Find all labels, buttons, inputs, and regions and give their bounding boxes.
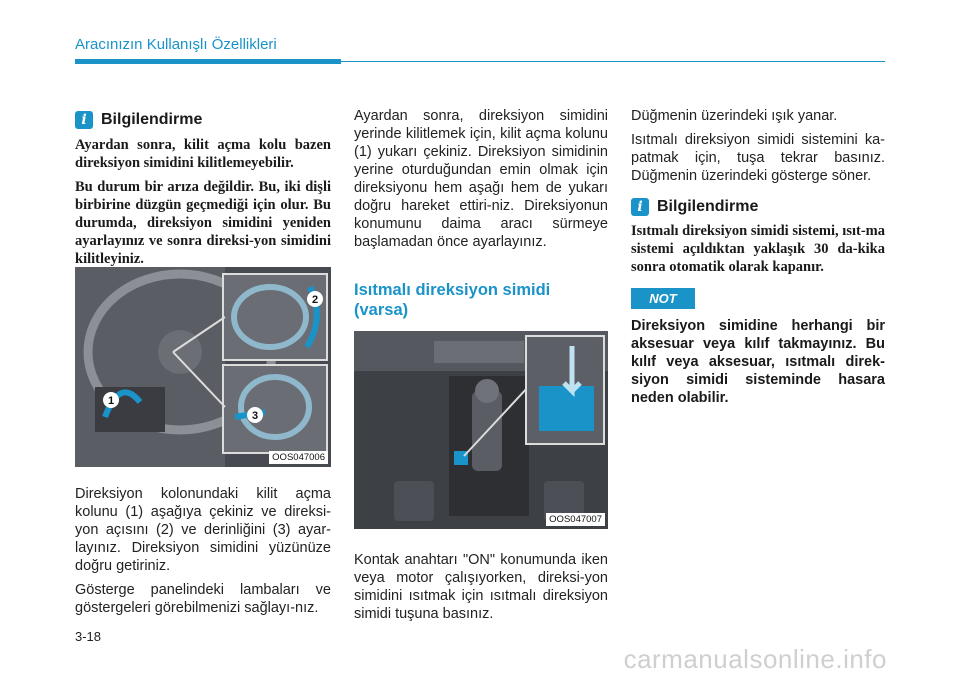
info-icon: i bbox=[631, 198, 649, 216]
note-badge: NOT bbox=[631, 288, 695, 309]
body-paragraph: Kontak anahtarı "ON" konumunda iken veya motor çalışıyorken, direksi-yon simidini ısıtmak için ısıtmalı direksiyon simidi tuşuna basınız. bbox=[354, 552, 608, 622]
info-icon: i bbox=[75, 111, 93, 129]
body-paragraph: Gösterge panelindeki lambaları ve göstergeleri görebilmenizi sağlayı-nız. bbox=[75, 582, 331, 616]
body-paragraph: Direksiyon kolonundaki kilit açma kolunu (1) aşağıya çekiniz ve direksi-yon açısını (2) ve derinliğini (3) ayar-layınız. Direksiyon simidini yüzünüze doğru getiriniz. bbox=[75, 486, 331, 574]
header-bar bbox=[75, 59, 341, 64]
body-paragraph: Isıtmalı direksiyon simidi sistemini ka-patmak için, tuşa tekrar basınız. Düğmenin üzerindeki gösterge söner. bbox=[631, 132, 885, 184]
steering-adjust-illustration bbox=[75, 267, 331, 467]
heated-steering-illustration bbox=[354, 331, 608, 529]
header-line bbox=[341, 61, 885, 62]
info-paragraph: Bu durum bir arıza değildir. Bu, iki dişli birbirine düzgün geçmediği için olur. Bu durumda, direksiyon simidini yeniden ayarlayınız ve sonra direksi-yon simidini kilitleyiniz. bbox=[75, 179, 331, 267]
figure-code: OOS047006 bbox=[269, 451, 328, 464]
info-paragraph: Ayardan sonra, kilit açma kolu bazen direksiyon simidini kilitlemeyebilir. bbox=[75, 137, 331, 171]
figure-code: OOS047007 bbox=[546, 513, 605, 526]
info-heading bbox=[631, 198, 758, 216]
info-heading bbox=[75, 111, 202, 129]
callout-label: 2 bbox=[311, 294, 319, 306]
callout-label: 3 bbox=[251, 410, 259, 422]
heated-steering-figure bbox=[354, 331, 608, 529]
body-paragraph: Düğmenin üzerindeki ışık yanar. bbox=[631, 108, 838, 124]
callout-label: 1 bbox=[107, 395, 115, 407]
page-number: 3-18 bbox=[75, 629, 102, 644]
header-title: Aracınızın Kullanışlı Özellikleri bbox=[75, 36, 277, 53]
section-title: Isıtmalı direksiyon simidi (varsa) bbox=[354, 281, 551, 319]
body-paragraph: Ayardan sonra, direksiyon simidini yerinde kilitlemek için, kilit açma kolunu (1) yukarı çekiniz. Direksiyon simidinin yerine oturduğundan emin olmak için direksiyonu hem aşağı hem de yukarı doğru hareket ettiri-niz. Direksiyonun konumunu daima aracı sürmeye başlamadan önce ayarlayınız. bbox=[354, 108, 608, 250]
info-paragraph: Isıtmalı direksiyon simidi sistemi, ısıt-ma sistemi açıldıktan yaklaşık 30 da-kika sonra otomatik olarak kapanır. bbox=[631, 223, 885, 275]
info-title: Bilgilendirme bbox=[101, 111, 203, 128]
info-title: Bilgilendirme bbox=[657, 198, 759, 215]
note-text: Direksiyon simidine herhangi bir aksesuar veya kılıf takmayınız. Bu kılıf veya aksesuar, ısıtmalı direk-siyon simidi sisteminde hasara neden olabilir. bbox=[631, 318, 885, 406]
watermark: carmanualsonline.info bbox=[623, 644, 887, 674]
steering-adjust-figure bbox=[75, 267, 331, 467]
